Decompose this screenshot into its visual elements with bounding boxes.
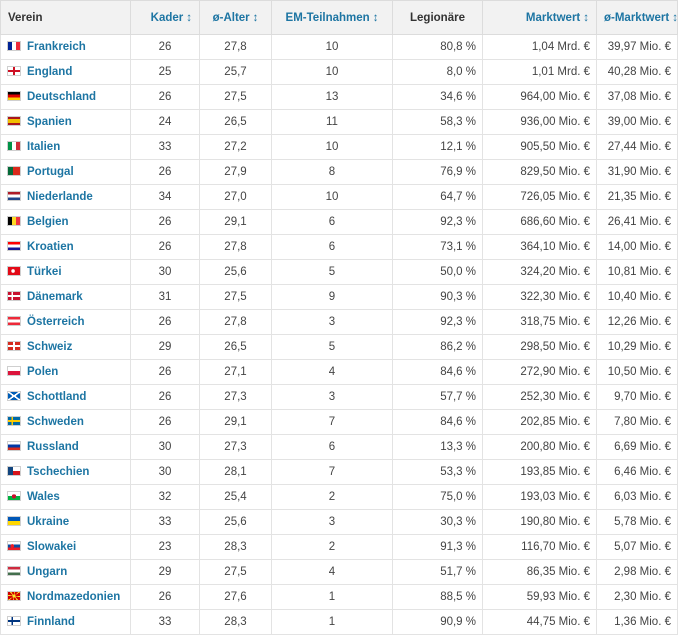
marktwert-cell: 364,10 Mio. €	[483, 235, 597, 260]
kader-cell: 33	[131, 610, 200, 635]
table-row	[1, 360, 678, 385]
team-cell[interactable]	[1, 160, 131, 185]
alter-cell: 28,3	[200, 610, 272, 635]
marktwert-cell: 252,30 Mio. €	[483, 385, 597, 410]
kader-cell: 25	[131, 60, 200, 85]
kader-cell: 33	[131, 135, 200, 160]
legionaere-cell: 88,5 %	[393, 585, 483, 610]
table-row	[1, 35, 678, 60]
sort-arrow-icon: ↕	[372, 11, 379, 24]
flag-icon	[7, 141, 21, 151]
alter-cell: 26,5	[200, 335, 272, 360]
em-teilnahmen-cell: 9	[272, 285, 393, 310]
legionaere-cell: 51,7 %	[393, 560, 483, 585]
kader-cell: 33	[131, 510, 200, 535]
em-teilnahmen-cell: 3	[272, 385, 393, 410]
legionaere-cell: 91,3 %	[393, 535, 483, 560]
avg-marktwert-cell: 39,00 Mio. €	[597, 110, 678, 135]
avg-marktwert-cell: 6,03 Mio. €	[597, 485, 678, 510]
alter-cell: 25,4	[200, 485, 272, 510]
marktwert-cell: 964,00 Mio. €	[483, 85, 597, 110]
table-header	[1, 1, 678, 35]
legionaere-cell: 34,6 %	[393, 85, 483, 110]
table-row	[1, 560, 678, 585]
flag-icon	[7, 216, 21, 226]
legionaere-cell: 53,3 %	[393, 460, 483, 485]
table-row	[1, 110, 678, 135]
avg-marktwert-cell: 31,90 Mio. €	[597, 160, 678, 185]
sort-arrow-icon: ↕	[583, 11, 589, 24]
alter-cell: 27,8	[200, 35, 272, 60]
team-cell[interactable]	[1, 135, 131, 160]
team-name-link[interactable]: Italien	[27, 141, 61, 153]
marktwert-cell: 686,60 Mio. €	[483, 210, 597, 235]
team-name-link[interactable]: Wales	[27, 491, 60, 503]
marktwert-cell: 829,50 Mio. €	[483, 160, 597, 185]
kader-cell: 34	[131, 185, 200, 210]
avg-marktwert-cell: 5,07 Mio. €	[597, 535, 678, 560]
kader-cell: 29	[131, 335, 200, 360]
team-name-link[interactable]: Nordmazedonien	[27, 591, 121, 603]
em-teilnahmen-cell: 10	[272, 185, 393, 210]
em-teilnahmen-cell: 6	[272, 235, 393, 260]
legionaere-cell: 12,1 %	[393, 135, 483, 160]
alter-cell: 29,1	[200, 210, 272, 235]
team-name-link[interactable]: Belgien	[27, 216, 69, 228]
marktwert-cell: 86,35 Mio. €	[483, 560, 597, 585]
team-cell[interactable]	[1, 210, 131, 235]
table-row	[1, 210, 678, 235]
avg-marktwert-cell: 21,35 Mio. €	[597, 185, 678, 210]
avg-marktwert-cell: 40,28 Mio. €	[597, 60, 678, 85]
legionaere-cell: 90,9 %	[393, 610, 483, 635]
em-teilnahmen-cell: 5	[272, 335, 393, 360]
marktwert-cell: 202,85 Mio. €	[483, 410, 597, 435]
alter-cell: 27,3	[200, 385, 272, 410]
table-row	[1, 610, 678, 635]
alter-cell: 25,7	[200, 60, 272, 85]
alter-cell: 27,0	[200, 185, 272, 210]
team-name-link[interactable]: Österreich	[27, 316, 85, 328]
team-cell[interactable]	[1, 285, 131, 310]
avg-marktwert-cell: 6,69 Mio. €	[597, 435, 678, 460]
avg-marktwert-cell: 39,97 Mio. €	[597, 35, 678, 60]
em-teilnahmen-cell: 4	[272, 360, 393, 385]
marktwert-cell: 200,80 Mio. €	[483, 435, 597, 460]
em-teilnahmen-cell: 6	[272, 210, 393, 235]
team-name-link[interactable]: Ungarn	[27, 566, 68, 578]
table-body	[1, 35, 678, 635]
em-teilnahmen-cell: 7	[272, 410, 393, 435]
kader-cell: 32	[131, 485, 200, 510]
marktwert-cell: 1,04 Mrd. €	[483, 35, 597, 60]
em-teilnahmen-cell: 3	[272, 510, 393, 535]
kader-cell: 26	[131, 385, 200, 410]
flag-icon	[7, 441, 21, 451]
table-row	[1, 460, 678, 485]
marktwert-cell: 318,75 Mio. €	[483, 310, 597, 335]
header-kader-sort[interactable]: Kader ↕	[131, 1, 200, 35]
team-cell[interactable]	[1, 360, 131, 385]
kader-cell: 26	[131, 210, 200, 235]
flag-icon	[7, 191, 21, 201]
em-teilnahmen-cell: 13	[272, 85, 393, 110]
team-cell[interactable]	[1, 510, 131, 535]
alter-cell: 27,6	[200, 585, 272, 610]
legionaere-cell: 80,8 %	[393, 35, 483, 60]
alter-cell: 27,8	[200, 235, 272, 260]
team-cell[interactable]	[1, 110, 131, 135]
team-cell[interactable]	[1, 585, 131, 610]
team-name-link[interactable]: Finnland	[27, 616, 75, 628]
table-row	[1, 160, 678, 185]
alter-cell: 27,5	[200, 560, 272, 585]
team-cell[interactable]	[1, 85, 131, 110]
flag-icon	[7, 91, 21, 101]
sort-arrow-icon: ↕	[186, 11, 192, 24]
alter-cell: 27,3	[200, 435, 272, 460]
team-cell[interactable]	[1, 485, 131, 510]
flag-icon	[7, 491, 21, 501]
em-teilnahmen-cell: 2	[272, 535, 393, 560]
team-name-link[interactable]: Tschechien	[27, 466, 90, 478]
avg-marktwert-cell: 1,36 Mio. €	[597, 610, 678, 635]
kader-cell: 26	[131, 360, 200, 385]
flag-icon	[7, 166, 21, 176]
team-cell[interactable]	[1, 35, 131, 60]
avg-marktwert-cell: 10,81 Mio. €	[597, 260, 678, 285]
team-name-link[interactable]: Schweden	[27, 416, 84, 428]
legionaere-cell: 92,3 %	[393, 210, 483, 235]
alter-cell: 27,5	[200, 85, 272, 110]
team-name-link[interactable]: England	[27, 66, 73, 78]
kader-cell: 26	[131, 410, 200, 435]
legionaere-cell: 76,9 %	[393, 160, 483, 185]
table-row	[1, 435, 678, 460]
avg-marktwert-cell: 10,40 Mio. €	[597, 285, 678, 310]
flag-icon	[7, 391, 21, 401]
kader-cell: 30	[131, 460, 200, 485]
avg-marktwert-cell: 10,50 Mio. €	[597, 360, 678, 385]
flag-icon	[7, 341, 21, 351]
team-name-link[interactable]: Spanien	[27, 116, 72, 128]
avg-marktwert-cell: 26,41 Mio. €	[597, 210, 678, 235]
kader-cell: 29	[131, 560, 200, 585]
team-name-link[interactable]: Dänemark	[27, 291, 83, 303]
table-row	[1, 485, 678, 510]
kader-cell: 23	[131, 535, 200, 560]
team-cell[interactable]	[1, 185, 131, 210]
table-row	[1, 410, 678, 435]
em-teilnahmen-cell: 11	[272, 110, 393, 135]
flag-icon	[7, 416, 21, 426]
header-avg-marktwert-sort[interactable]: ø-Marktwert ↕	[597, 1, 678, 35]
team-name-link[interactable]: Niederlande	[27, 191, 93, 203]
em-teilnahmen-cell: 8	[272, 160, 393, 185]
table-row	[1, 535, 678, 560]
alter-cell: 27,2	[200, 135, 272, 160]
marktwert-cell: 322,30 Mio. €	[483, 285, 597, 310]
flag-icon	[7, 266, 21, 276]
alter-cell: 27,5	[200, 285, 272, 310]
table-row	[1, 585, 678, 610]
marktwert-cell: 193,85 Mio. €	[483, 460, 597, 485]
table-row	[1, 385, 678, 410]
team-name-link[interactable]: Frankreich	[27, 41, 86, 53]
table-row	[1, 60, 678, 85]
header-marktwert-sort[interactable]: Marktwert ↕	[483, 1, 597, 35]
kader-cell: 26	[131, 85, 200, 110]
em-teilnahmen-cell: 3	[272, 310, 393, 335]
em-teilnahmen-cell: 5	[272, 260, 393, 285]
alter-cell: 26,5	[200, 110, 272, 135]
kader-cell: 30	[131, 260, 200, 285]
team-name-link[interactable]: Russland	[27, 441, 79, 453]
kader-cell: 26	[131, 160, 200, 185]
table-row	[1, 310, 678, 335]
avg-marktwert-cell: 10,29 Mio. €	[597, 335, 678, 360]
alter-cell: 28,1	[200, 460, 272, 485]
table-row	[1, 235, 678, 260]
alter-cell: 27,8	[200, 310, 272, 335]
flag-icon	[7, 366, 21, 376]
avg-marktwert-cell: 7,80 Mio. €	[597, 410, 678, 435]
kader-cell: 26	[131, 585, 200, 610]
avg-marktwert-cell: 6,46 Mio. €	[597, 460, 678, 485]
flag-icon	[7, 66, 21, 76]
legionaere-cell: 84,6 %	[393, 410, 483, 435]
legionaere-cell: 13,3 %	[393, 435, 483, 460]
flag-icon	[7, 591, 21, 601]
marktwert-cell: 298,50 Mio. €	[483, 335, 597, 360]
legionaere-cell: 86,2 %	[393, 335, 483, 360]
avg-marktwert-cell: 37,08 Mio. €	[597, 85, 678, 110]
legionaere-cell: 73,1 %	[393, 235, 483, 260]
marktwert-cell: 44,75 Mio. €	[483, 610, 597, 635]
team-name-link[interactable]: Schweiz	[27, 341, 73, 353]
team-name-link[interactable]: Ukraine	[27, 516, 70, 528]
kader-cell: 26	[131, 310, 200, 335]
marktwert-cell: 936,00 Mio. €	[483, 110, 597, 135]
team-cell[interactable]	[1, 385, 131, 410]
team-cell[interactable]	[1, 435, 131, 460]
marktwert-cell: 116,70 Mio. €	[483, 535, 597, 560]
table-row	[1, 85, 678, 110]
marktwert-cell: 726,05 Mio. €	[483, 185, 597, 210]
legionaere-cell: 75,0 %	[393, 485, 483, 510]
legionaere-cell: 64,7 %	[393, 185, 483, 210]
team-name-link[interactable]: Portugal	[27, 166, 74, 178]
kader-cell: 31	[131, 285, 200, 310]
flag-icon	[7, 41, 21, 51]
alter-cell: 29,1	[200, 410, 272, 435]
team-cell[interactable]	[1, 535, 131, 560]
team-cell[interactable]	[1, 460, 131, 485]
legionaere-cell: 90,3 %	[393, 285, 483, 310]
table-row	[1, 135, 678, 160]
avg-marktwert-cell: 27,44 Mio. €	[597, 135, 678, 160]
team-name-link[interactable]: Polen	[27, 366, 59, 378]
team-name-link[interactable]: Türkei	[27, 266, 62, 278]
em-teilnahmen-cell: 1	[272, 585, 393, 610]
header-em-teilnahmen-sort[interactable]: EM-Teilnahmen ↕	[272, 1, 393, 35]
alter-cell: 28,3	[200, 535, 272, 560]
em-teilnahmen-cell: 6	[272, 435, 393, 460]
flag-icon	[7, 241, 21, 251]
team-name-link[interactable]: Slowakei	[27, 541, 77, 553]
em-teilnahmen-cell: 7	[272, 460, 393, 485]
alter-cell: 25,6	[200, 510, 272, 535]
em-teilnahmen-cell: 1	[272, 610, 393, 635]
legionaere-cell: 92,3 %	[393, 310, 483, 335]
team-cell[interactable]	[1, 560, 131, 585]
team-name-link[interactable]: Schottland	[27, 391, 87, 403]
flag-icon	[7, 116, 21, 126]
alter-cell: 27,1	[200, 360, 272, 385]
marktwert-cell: 190,80 Mio. €	[483, 510, 597, 535]
team-name-link[interactable]: Kroatien	[27, 241, 74, 253]
flag-icon	[7, 541, 21, 551]
table-row	[1, 510, 678, 535]
sort-arrow-icon: ↕	[672, 11, 678, 24]
em-teilnahmen-cell: 2	[272, 485, 393, 510]
kader-cell: 26	[131, 35, 200, 60]
team-cell[interactable]	[1, 335, 131, 360]
header-alter-sort[interactable]: ø-Alter ↕	[200, 1, 272, 35]
team-cell[interactable]	[1, 260, 131, 285]
legionaere-cell: 50,0 %	[393, 260, 483, 285]
kader-cell: 24	[131, 110, 200, 135]
avg-marktwert-cell: 9,70 Mio. €	[597, 385, 678, 410]
marktwert-cell: 324,20 Mio. €	[483, 260, 597, 285]
flag-icon	[7, 466, 21, 476]
kader-cell: 26	[131, 235, 200, 260]
table-row	[1, 335, 678, 360]
marktwert-cell: 193,03 Mio. €	[483, 485, 597, 510]
marktwert-cell: 1,01 Mrd. €	[483, 60, 597, 85]
em-teilnahmen-cell: 4	[272, 560, 393, 585]
table-row	[1, 285, 678, 310]
flag-icon	[7, 616, 21, 626]
kader-cell: 30	[131, 435, 200, 460]
table-row	[1, 260, 678, 285]
header-verein: Verein	[1, 1, 131, 35]
em-teilnahmen-cell: 10	[272, 60, 393, 85]
team-cell[interactable]	[1, 310, 131, 335]
avg-marktwert-cell: 2,98 Mio. €	[597, 560, 678, 585]
em-teilnahmen-cell: 10	[272, 35, 393, 60]
legionaere-cell: 57,7 %	[393, 385, 483, 410]
avg-marktwert-cell: 14,00 Mio. €	[597, 235, 678, 260]
em-teilnahmen-cell: 10	[272, 135, 393, 160]
table-row	[1, 185, 678, 210]
legionaere-cell: 84,6 %	[393, 360, 483, 385]
avg-marktwert-cell: 5,78 Mio. €	[597, 510, 678, 535]
flag-icon	[7, 566, 21, 576]
marktwert-cell: 59,93 Mio. €	[483, 585, 597, 610]
flag-icon	[7, 316, 21, 326]
legionaere-cell: 58,3 %	[393, 110, 483, 135]
legionaere-cell: 8,0 %	[393, 60, 483, 85]
avg-marktwert-cell: 12,26 Mio. €	[597, 310, 678, 335]
alter-cell: 25,6	[200, 260, 272, 285]
header-legionaere: Legionäre	[393, 1, 483, 35]
legionaere-cell: 30,3 %	[393, 510, 483, 535]
team-cell[interactable]	[1, 235, 131, 260]
marktwert-cell: 272,90 Mio. €	[483, 360, 597, 385]
avg-marktwert-cell: 2,30 Mio. €	[597, 585, 678, 610]
marktwert-cell: 905,50 Mio. €	[483, 135, 597, 160]
sort-arrow-icon: ↕	[252, 11, 259, 24]
team-cell[interactable]	[1, 60, 131, 85]
team-cell[interactable]	[1, 610, 131, 635]
flag-icon	[7, 516, 21, 526]
team-name-link[interactable]: Deutschland	[27, 91, 97, 103]
team-cell[interactable]	[1, 410, 131, 435]
header-row	[1, 1, 678, 35]
alter-cell: 27,9	[200, 160, 272, 185]
flag-icon	[7, 291, 21, 301]
